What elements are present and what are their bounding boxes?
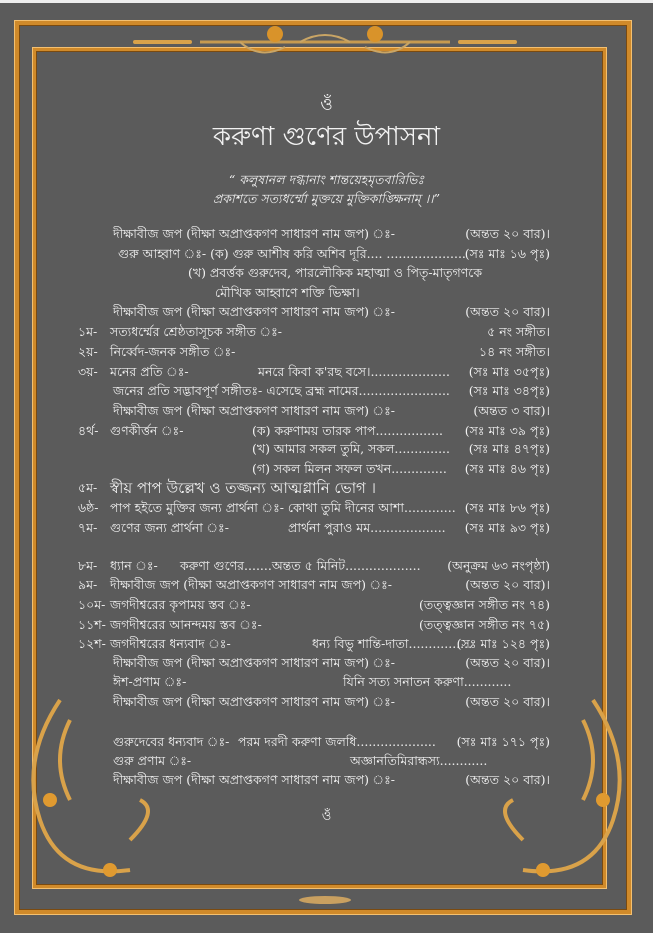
row-number: ৭ম- <box>78 520 98 535</box>
row-reference: (অন্তত ২০ বার)। <box>465 304 550 319</box>
row-reference: (সঃ মাঃ ৯৩ পৃঃ) <box>464 520 550 535</box>
row-number: ২য়- <box>78 344 98 359</box>
page-title: করুণা গুণের উপাসনা <box>212 122 441 152</box>
sanskrit-quote-line-2: প্রকাশতে সত্যধর্ম্মো মুক্তয়ে মুক্তিকাঙ্ক্ষিনাম্ ।।” <box>212 191 441 206</box>
row-label: গুণের জন্য প্রার্থনা ঃ- <box>110 520 229 535</box>
row-label: দীক্ষাবীজ জপ (দীক্ষা অপ্রাপ্তকগণ সাধারণ নাম জপ) ঃ- <box>110 577 393 592</box>
row-reference: ৫ নং সঙ্গীত। <box>487 324 550 339</box>
row-label: দীক্ষাবীজ জপ (দীক্ষা অপ্রাপ্তকগণ সাধারণ নাম জপ) ঃ- <box>113 772 396 787</box>
row-reference: (তত্ত্বজ্ঞান সঙ্গীত নং ৭৫) <box>419 617 550 632</box>
om-symbol-top: ওঁ <box>320 95 333 115</box>
row-label: গুণকীর্ত্তন ঃ- <box>110 423 184 438</box>
row-label: পাপ হইতে মুক্তির জন্য প্রার্থনা ঃ- কোথা তুমি দীনের আশা............. <box>110 500 456 515</box>
row-reference: (অন্তত ২০ বার)। <box>465 772 550 787</box>
row-label: সত্যধর্ম্মের শ্রেষ্ঠতাসূচক সঙ্গীত ঃ- <box>110 324 283 339</box>
row-item: মনরে কিবা ক'রছ বসে।.................... <box>258 364 450 379</box>
row-label: গুরু প্রণাম ঃ- <box>113 753 192 768</box>
row-reference: (সঃ মাঃ ৪৬ পৃঃ) <box>464 461 550 476</box>
row-label: দীক্ষাবীজ জপ (দীক্ষা অপ্রাপ্তকগণ সাধারণ নাম জপ) ঃ- <box>113 226 396 241</box>
row-label: দীক্ষাবীজ জপ (দীক্ষা অপ্রাপ্তকগণ সাধারণ নাম জপ) ঃ- <box>113 655 396 670</box>
top-floral-ornament-icon <box>130 22 520 62</box>
row-number: ৪র্থ- <box>78 423 99 438</box>
row-label: জগদীশ্বরের ধন্যবাদ ঃ- <box>110 636 231 651</box>
row-label: ঈশ-প্রণাম ঃ- <box>113 674 187 689</box>
row-item: (খ) প্রবর্ত্তক গুরুদেব, পারলৌকিক মহাত্মা ও পিতৃ-মাতৃগণকে <box>188 265 483 280</box>
row-reference: (অন্তত ২০ বার)। <box>465 577 550 592</box>
row-label: জগদীশ্বরের আনন্দময় স্তব ঃ- <box>110 617 262 632</box>
row-reference: (সঃ মাঃ ৩৯ পৃঃ) <box>464 423 550 438</box>
row-number: ৩য়- <box>78 364 98 379</box>
row-reference: (অন্তত ২০ বার)। <box>465 694 550 709</box>
row-item: প্রার্থনা পুরাও মম................... <box>288 520 446 535</box>
row-item: অজ্ঞানতিমিরান্ধস্য............ <box>350 753 488 768</box>
row-reference: (অন্তত ২০ বার)। <box>465 226 550 241</box>
row-item: (ক) করুণাময় তারক পাপ................. <box>252 423 444 438</box>
row-reference: (সঃ মাঃ ৩৫পৃঃ) <box>468 364 550 379</box>
row-reference: ১৪ নং সঙ্গীত। <box>479 344 550 359</box>
row-reference: (তত্ত্বজ্ঞান সঙ্গীত নং ৭৪) <box>419 597 550 612</box>
row-item: মৌখিক আহ্বাণে শক্তি ভিক্ষা। <box>215 285 360 300</box>
row-number: ১ম- <box>78 324 98 339</box>
row-label: জগদীশ্বরের কৃপাময় স্তব ঃ- <box>110 597 251 612</box>
row-item: যিনি সত্য সনাতন করুণা............ <box>343 674 512 689</box>
row-label: ধ্যান ঃ- <box>110 558 158 573</box>
row-number: ৬ষ্ঠ- <box>78 500 99 515</box>
top-strip <box>0 0 653 3</box>
row-label: গুরুদেবের ধন্যবাদ ঃ- <box>113 734 230 749</box>
row-item: পরম দরদী করুণা জলধি.................... <box>238 734 436 749</box>
row-reference: (সঃ মাঃ ৮৬ পৃঃ) <box>464 500 550 515</box>
row-label: জনের প্রতি সদ্ভাবপূর্ণ সঙ্গীতঃ- এসেছে ব্রহ্ম নামের....................... <box>113 383 450 398</box>
row-label: মনের প্রতি ঃ- <box>110 364 189 379</box>
row-reference: (অন্তত ২০ বার)। <box>465 655 550 670</box>
row-item: ধন্য বিভু শান্তি-দাতা................ <box>312 636 473 651</box>
row-number: ১২শ- <box>78 636 106 651</box>
row-label: গুরু আহ্বাণ ঃ- (ক) গুরু আশীষ করি অশিব দূরি.... .................... <box>118 246 466 261</box>
row-label: দীক্ষাবীজ জপ (দীক্ষা অপ্রাপ্তকগণ সাধারণ নাম জপ) ঃ- <box>113 304 396 319</box>
row-reference: (সঃ মাঃ ৪৭পৃঃ) <box>468 441 550 456</box>
om-symbol-bottom: ওঁ <box>321 809 332 824</box>
row-label: দীক্ষাবীজ জপ (দীক্ষা অপ্রাপ্তকগণ সাধারণ নাম জপ) ঃ- <box>113 403 396 418</box>
bottom-center-ornament-icon <box>295 894 355 906</box>
row-label: দীক্ষাবীজ জপ (দীক্ষা অপ্রাপ্তকগণ সাধারণ নাম জপ) ঃ- <box>113 694 396 709</box>
row-number: ৫ম- <box>78 480 98 495</box>
row-item: (খ) আমার সকল তুমি, সকল.............. <box>252 441 451 456</box>
row-reference: (অন্তত ৩ বার)। <box>473 403 550 418</box>
row-number: ৮ম- <box>78 558 98 573</box>
row-item: করুণা গুণের.......অন্তত ৫ মিনিট................... <box>180 558 421 573</box>
row-item: (গ) সকল মিলন সফল তখন.............. <box>252 461 447 476</box>
row-label: স্বীয় পাপ উল্লেখ ও তজ্জন্য আত্মগ্লানি ভোগ । <box>110 479 377 497</box>
row-number: ১০ম- <box>78 597 106 612</box>
row-reference: (সঃ মাঃ ১২৪ পৃঃ) <box>456 636 550 651</box>
row-number: ৯ম- <box>78 577 98 592</box>
row-number: ১১শ- <box>78 617 106 632</box>
row-reference: (সঃ মাঃ ১৬ পৃঃ) <box>464 246 550 261</box>
row-reference: (অনুক্রম ৬৩ নংপৃষ্ঠা) <box>447 558 550 573</box>
row-label: নির্ব্বেদ-জনক সঙ্গীত ঃ- <box>110 344 236 359</box>
row-reference: (সঃ মাঃ ৩৪পৃঃ) <box>468 383 550 398</box>
row-reference: (সঃ মাঃ ১৭১ পৃঃ) <box>456 734 550 749</box>
bottom-left-scroll-ornament-icon <box>20 690 170 910</box>
bottom-right-scroll-ornament-icon <box>483 690 633 910</box>
sanskrit-quote-line-1: “ কলুষানল দগ্ধানাং শান্তয়েহমৃতবারিভিঃ <box>228 172 425 187</box>
